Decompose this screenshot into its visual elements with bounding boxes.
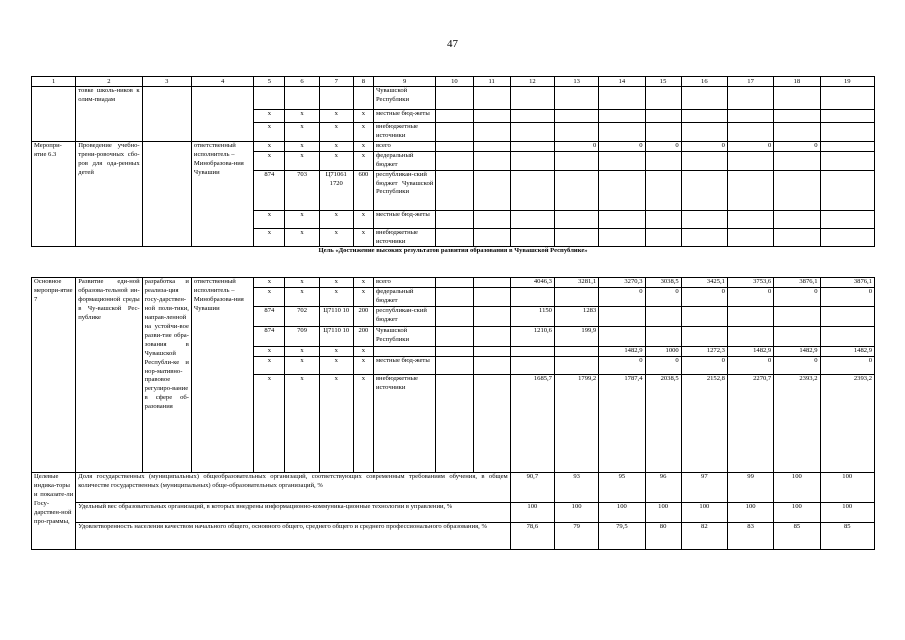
value-cell: 2393,2 [774,375,820,473]
column-number: 9 [373,77,435,87]
code-cell: 703 [285,170,319,210]
value-cell [645,151,681,170]
column-number: 3 [142,77,191,87]
table-row [32,141,875,151]
code-cell: x [285,110,319,123]
value-cell: 0 [599,141,645,151]
task-cell [142,141,191,247]
value-cell [599,228,645,247]
value-cell: 79,5 [599,523,645,550]
value-cell: 0 [645,288,681,307]
value-cell [554,151,598,170]
value-cell: 100 [599,503,645,523]
value-cell [554,87,598,110]
value-cell [436,327,473,347]
value-cell: 83 [727,523,773,550]
value-cell [510,110,554,123]
value-cell [645,307,681,327]
value-cell: 1685,7 [510,375,554,473]
code-cell: x [319,347,353,357]
code-cell: x [254,228,285,247]
value-cell [436,357,473,375]
value-cell: 100 [820,503,875,523]
value-cell [436,278,473,288]
value-cell [510,288,554,307]
column-number: 17 [727,77,773,87]
value-cell [820,307,875,327]
value-cell [681,110,727,123]
value-cell [681,210,727,228]
code-cell [254,87,285,110]
code-cell: x [319,357,353,375]
value-cell [436,141,473,151]
value-cell: 100 [820,473,875,503]
value-cell [681,307,727,327]
value-cell: 3425,1 [681,278,727,288]
value-cell [820,87,875,110]
code-cell [319,87,353,110]
value-cell: 100 [554,503,598,523]
code-cell: x [285,375,319,473]
value-cell: 2270,7 [727,375,773,473]
value-cell: 1482,9 [820,347,875,357]
value-cell [599,210,645,228]
column-number: 13 [554,77,598,87]
source-cell: Чувашской Республики [373,327,435,347]
source-cell: местные бюд-жеты [373,210,435,228]
value-cell [820,170,875,210]
value-cell: 90,7 [510,473,554,503]
value-cell [774,170,820,210]
value-cell [599,151,645,170]
goal-heading: Цель «Достижение высоких результатов развития образования в Чувашской Республике» [32,247,875,278]
value-cell: 3876,1 [820,278,875,288]
value-cell: 95 [599,473,645,503]
source-cell: местные бюд-жеты [373,357,435,375]
code-cell: x [319,375,353,473]
code-cell: x [254,347,285,357]
value-cell [820,327,875,347]
value-cell [436,288,473,307]
value-cell [436,375,473,473]
value-cell [820,151,875,170]
value-cell [510,228,554,247]
code-cell: x [353,288,373,307]
code-cell: x [353,357,373,375]
value-cell [727,210,773,228]
source-cell: местные бюд-жеты [373,110,435,123]
value-cell [599,327,645,347]
page-number: 47 [447,38,458,50]
code-cell: x [254,151,285,170]
value-cell: 100 [774,473,820,503]
value-cell [820,141,875,151]
value-cell: 1272,3 [681,347,727,357]
value-cell [554,357,598,375]
activity-label: Меропри-ятие 6.3 [32,141,76,247]
value-cell [554,123,598,142]
value-cell [436,307,473,327]
value-cell [554,288,598,307]
code-cell: x [285,151,319,170]
code-cell: x [254,210,285,228]
value-cell [774,87,820,110]
value-cell [436,170,473,210]
column-number: 12 [510,77,554,87]
code-cell: 200 [353,307,373,327]
code-cell: x [353,228,373,247]
source-cell: внебюджетные источники [373,228,435,247]
value-cell: 0 [774,141,820,151]
value-cell: 0 [727,357,773,375]
value-cell [510,170,554,210]
code-cell: x [319,141,353,151]
indicators-label: Целевые индика-торы и показате-ли Госу-дарствен-ной про-граммы, [32,473,76,550]
value-cell: 1210,6 [510,327,554,347]
value-cell [681,123,727,142]
value-cell [727,110,773,123]
code-cell: x [254,357,285,375]
value-cell: 0 [727,141,773,151]
value-cell [436,228,473,247]
value-cell [554,347,598,357]
value-cell: 2393,2 [820,375,875,473]
code-cell: x [319,288,353,307]
table-row [32,278,875,288]
value-cell: 100 [645,503,681,523]
source-cell [373,347,435,357]
value-cell [774,307,820,327]
value-cell [645,87,681,110]
value-cell: 85 [820,523,875,550]
value-cell: 1482,9 [774,347,820,357]
value-cell: 1283 [554,307,598,327]
code-cell: Ц71061 1720 [319,170,353,210]
value-cell [473,141,510,151]
value-cell [645,123,681,142]
indicator-row [32,473,875,503]
code-cell: x [285,278,319,288]
code-cell: x [254,288,285,307]
value-cell: 0 [681,357,727,375]
column-number: 6 [285,77,319,87]
name-cell: товке школь-ников к олим-пиадам [76,87,142,142]
code-cell: x [319,123,353,142]
task-cell [142,87,191,142]
indicator-text: Удовлетворенность населения качеством начального общего, основного общего, среднего общего и среднего профессионального образования, % [76,523,510,550]
value-cell [554,110,598,123]
source-cell: федеральный бюджет [373,151,435,170]
value-cell [645,110,681,123]
value-cell: 0 [774,288,820,307]
value-cell: 93 [554,473,598,503]
value-cell: 82 [681,523,727,550]
value-cell [473,307,510,327]
value-cell: 1000 [645,347,681,357]
value-cell [510,357,554,375]
code-cell: x [319,228,353,247]
code-cell: x [353,110,373,123]
label-cell [32,87,76,142]
value-cell: 3270,3 [599,278,645,288]
value-cell [554,228,598,247]
source-cell: федеральный бюджет [373,288,435,307]
value-cell: 0 [774,357,820,375]
code-cell: x [319,151,353,170]
column-number: 7 [319,77,353,87]
column-number: 10 [436,77,473,87]
value-cell [473,357,510,375]
value-cell [681,87,727,110]
column-number: 15 [645,77,681,87]
value-cell: 0 [645,357,681,375]
value-cell [727,327,773,347]
value-cell [473,151,510,170]
value-cell: 100 [510,503,554,523]
value-cell [599,110,645,123]
value-cell: 85 [774,523,820,550]
source-cell: республикан-ский бюджет [373,307,435,327]
activity-name: Проведение учебно-трени-ровочных сбо-ров для ода-ренных детей [76,141,142,247]
value-cell [774,327,820,347]
indicator-text: Доля государственных (муниципальных) общеобразовательных организаций, соответствующих современным требованиям обучения, в общем количестве государственных (муниципальных) обще-образовательных организаций, % [76,473,510,503]
code-cell: x [353,347,373,357]
activity-name: Развитие еди-ной образова-тельной ин-формационной среды в Чу-вашской Рес-публике [76,278,142,473]
value-cell: 99 [727,473,773,503]
value-cell [727,151,773,170]
value-cell: 97 [681,473,727,503]
activity-label: Основное меропри-ятие 7 [32,278,76,473]
value-cell: 78,6 [510,523,554,550]
value-cell [645,228,681,247]
value-cell [599,307,645,327]
value-cell: 79 [554,523,598,550]
column-number: 4 [191,77,253,87]
value-cell [510,347,554,357]
code-cell: 874 [254,327,285,347]
value-cell [436,123,473,142]
value-cell [473,228,510,247]
value-cell: 0 [599,288,645,307]
value-cell: 2038,5 [645,375,681,473]
value-cell: 100 [774,503,820,523]
value-cell [681,228,727,247]
value-cell: 2152,8 [681,375,727,473]
value-cell [510,123,554,142]
value-cell [820,110,875,123]
code-cell: x [319,278,353,288]
value-cell: 1482,9 [727,347,773,357]
column-number: 18 [774,77,820,87]
code-cell: x [254,375,285,473]
value-cell: 0 [727,288,773,307]
value-cell [681,170,727,210]
value-cell [774,151,820,170]
code-cell: 874 [254,170,285,210]
indicator-text: Удельный вес образовательных организаций, в которых внедрены информационно-коммуника-ционные технологии в управлении, % [76,503,510,523]
value-cell [473,87,510,110]
code-cell: x [285,357,319,375]
code-cell: x [254,278,285,288]
value-cell: 3876,1 [774,278,820,288]
source-cell: всего [373,278,435,288]
value-cell: 1482,9 [599,347,645,357]
column-number: 8 [353,77,373,87]
code-cell [285,87,319,110]
value-cell: 100 [727,503,773,523]
code-cell: x [285,347,319,357]
indicator-row [32,523,875,550]
value-cell: 100 [681,503,727,523]
code-cell: x [285,288,319,307]
value-cell: 0 [820,357,875,375]
value-cell [510,87,554,110]
code-cell: x [254,141,285,151]
value-cell [681,327,727,347]
value-cell [473,347,510,357]
value-cell [774,110,820,123]
value-cell [473,110,510,123]
value-cell [436,151,473,170]
value-cell [645,170,681,210]
value-cell [774,228,820,247]
value-cell: 0 [554,141,598,151]
code-cell: 200 [353,327,373,347]
value-cell: 0 [681,141,727,151]
source-cell: внебюджетные источники [373,123,435,142]
code-cell: Ц7110 10 [319,327,353,347]
code-cell: x [353,141,373,151]
value-cell: 199,9 [554,327,598,347]
column-number: 16 [681,77,727,87]
value-cell: 0 [681,288,727,307]
value-cell [599,170,645,210]
value-cell [473,210,510,228]
executor-cell: ответственный исполнитель – Минобразова-ния Чувашии [191,278,253,473]
value-cell: 96 [645,473,681,503]
value-cell [436,210,473,228]
value-cell [727,87,773,110]
value-cell [681,151,727,170]
value-cell [774,123,820,142]
source-cell: всего [373,141,435,151]
code-cell: x [353,278,373,288]
code-cell: 702 [285,307,319,327]
code-cell: x [353,375,373,473]
column-number: 11 [473,77,510,87]
value-cell: 3038,5 [645,278,681,288]
value-cell [645,327,681,347]
value-cell [727,123,773,142]
code-cell: 709 [285,327,319,347]
code-cell: x [285,210,319,228]
value-cell [727,170,773,210]
value-cell [473,288,510,307]
value-cell: 4046,3 [510,278,554,288]
value-cell [554,210,598,228]
source-cell: Чувашской Республики [373,87,435,110]
value-cell: 3281,1 [554,278,598,288]
value-cell: 1787,4 [599,375,645,473]
code-cell: 600 [353,170,373,210]
value-cell [436,87,473,110]
value-cell [645,210,681,228]
value-cell: 0 [645,141,681,151]
code-cell [353,87,373,110]
header-row [32,77,875,87]
value-cell [436,347,473,357]
code-cell: x [319,110,353,123]
value-cell [473,170,510,210]
table-row [32,87,875,110]
column-number: 2 [76,77,142,87]
value-cell: 1150 [510,307,554,327]
code-cell: x [353,151,373,170]
column-number: 5 [254,77,285,87]
value-cell [473,278,510,288]
indicator-row [32,503,875,523]
value-cell: 0 [599,357,645,375]
value-cell: 1799,2 [554,375,598,473]
value-cell [820,210,875,228]
value-cell [820,123,875,142]
program-table [31,76,875,550]
column-number: 14 [599,77,645,87]
executor-cell: ответственный исполнитель – Минобразова-ния Чувашии [191,141,253,247]
value-cell [436,110,473,123]
code-cell: 874 [254,307,285,327]
code-cell: x [254,123,285,142]
value-cell: 80 [645,523,681,550]
executor-cell [191,87,253,142]
code-cell: Ц7110 10 [319,307,353,327]
value-cell [473,123,510,142]
value-cell [510,210,554,228]
source-cell: республикан-ский бюджет Чувашской Республики [373,170,435,210]
code-cell: x [285,123,319,142]
value-cell [473,375,510,473]
column-number: 19 [820,77,875,87]
code-cell: x [353,210,373,228]
code-cell: x [319,210,353,228]
column-number: 1 [32,77,76,87]
value-cell [727,228,773,247]
code-cell: x [285,141,319,151]
value-cell: 3753,6 [727,278,773,288]
value-cell [554,170,598,210]
value-cell [473,327,510,347]
value-cell [510,141,554,151]
value-cell [727,307,773,327]
task-cell: разработка и реализа-ция госу-дарствен-ной поли-тики, направ-ленной на устойчи-вое разви-тие обра-зования в Чувашской Республи-ке и нор-мативно-правовое регулиро-вание в сфере об-разования [142,278,191,473]
value-cell [820,228,875,247]
code-cell: x [353,123,373,142]
code-cell: x [285,228,319,247]
value-cell [510,151,554,170]
value-cell [599,87,645,110]
goal-row [32,247,875,278]
source-cell: внебюджетные источники [373,375,435,473]
code-cell: x [254,110,285,123]
value-cell [599,123,645,142]
value-cell: 0 [820,288,875,307]
value-cell [774,210,820,228]
